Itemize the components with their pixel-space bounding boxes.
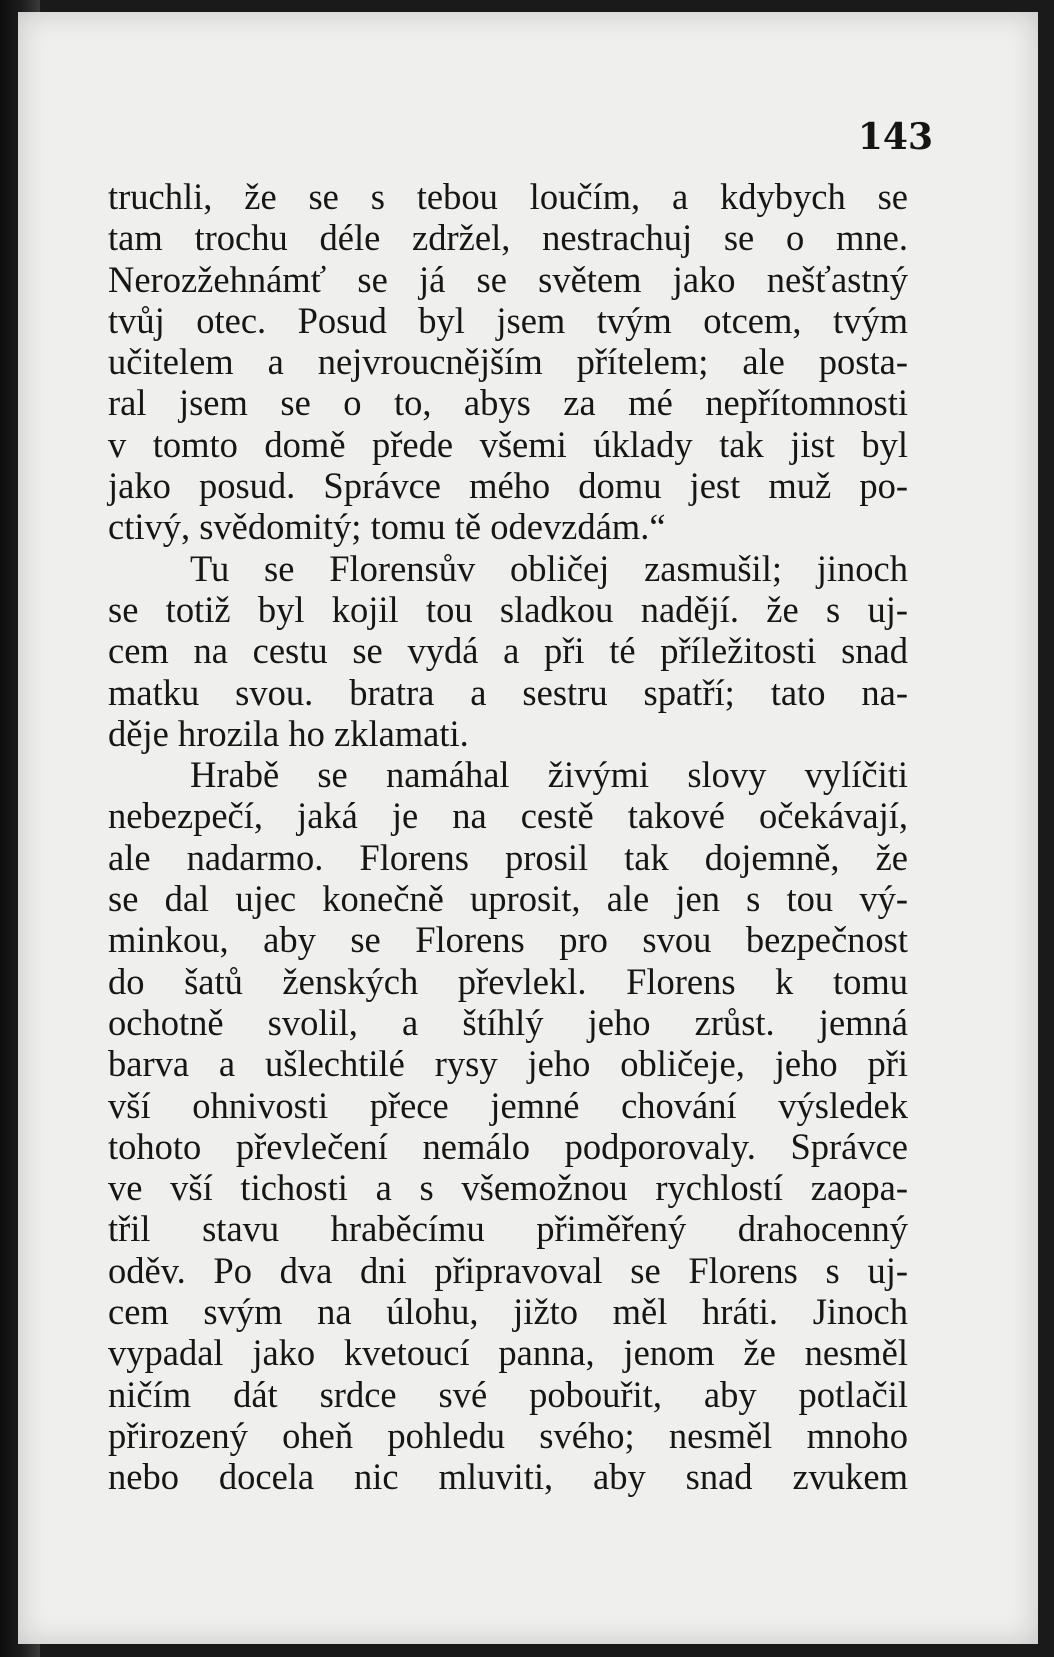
text-line: do šatů ženských převlekl. Florens k tomu <box>108 960 908 1002</box>
text-line: tohoto převlečení nemálo podporovaly. Správce <box>108 1125 908 1167</box>
text-line: se totiž byl kojil tou sladkou nadějí. že s uj- <box>108 588 908 630</box>
paragraph <box>108 548 908 754</box>
body-text <box>108 176 908 1498</box>
text-line: ničím dát srdce své pobouřit, aby potlačil <box>108 1373 908 1415</box>
text-line: nebo docela nic mluviti, aby snad zvukem <box>108 1456 908 1498</box>
text-line: vypadal jako kvetoucí panna, jenom že nesměl <box>108 1332 908 1374</box>
text-line: Tu se Florensův obličej zasmušil; jinoch <box>190 547 908 589</box>
paragraph <box>108 754 908 1497</box>
text-line: ochotně svolil, a štíhlý jeho zrůst. jemná <box>108 1001 908 1043</box>
text-line: matku svou. bratra a sestru spatří; tato na- <box>108 671 908 713</box>
text-line: třil stavu hraběcímu přiměřený drahocenný <box>108 1208 908 1250</box>
text-line: ve vší tichosti a s všemožnou rychlostí zaopa- <box>108 1167 908 1209</box>
text-line: se dal ujec konečně uprosit, ale jen s tou vý- <box>108 878 908 920</box>
text-line: v tomto domě přede všemi úklady tak jist byl <box>108 423 908 465</box>
text-line: barva a ušlechtilé rysy jeho obličeje, jeho při <box>108 1043 908 1085</box>
text-line: přirozený oheň pohledu svého; nesměl mnoho <box>108 1414 908 1456</box>
text-line: ale nadarmo. Florens prosil tak dojemně, že <box>108 836 908 878</box>
text-line: Hrabě se namáhal živými slovy vylíčiti <box>190 754 908 796</box>
text-line: Nerozžehnámť se já se světem jako nešťastný <box>108 258 908 300</box>
paragraph <box>108 176 908 548</box>
text-line: ral jsem se o to, abys za mé nepřítomnosti <box>108 382 908 424</box>
text-line: truchli, že se s tebou loučím, a kdybych se <box>108 176 908 217</box>
text-line: oděv. Po dva dni připravoval se Florens s uj- <box>108 1249 908 1291</box>
page-number: 143 <box>857 116 933 158</box>
text-line: vší ohnivosti přece jemné chování výsledek <box>108 1084 908 1126</box>
text-line: tvůj otec. Posud byl jsem tvým otcem, tvým <box>108 299 908 341</box>
text-line: jako posud. Správce mého domu jest muž po- <box>108 465 908 507</box>
text-line: nebezpečí, jaká je na cestě takové očekávají, <box>108 795 908 837</box>
text-line: minkou, aby se Florens pro svou bezpečnost <box>108 919 908 961</box>
text-line: cem svým na úlohu, jižto měl hráti. Jinoch <box>108 1291 908 1333</box>
text-line: tam trochu déle zdržel, nestrachuj se o mne. <box>108 217 908 259</box>
text-line: ctivý, svědomitý; tomu tě odevzdám.“ <box>108 506 666 548</box>
text-line: učitelem a nejvroucnějším přítelem; ale posta- <box>108 341 908 383</box>
text-line: děje hrozila ho zklamati. <box>108 712 469 754</box>
text-line: cem na cestu se vydá a při té příležitosti snad <box>108 630 908 672</box>
